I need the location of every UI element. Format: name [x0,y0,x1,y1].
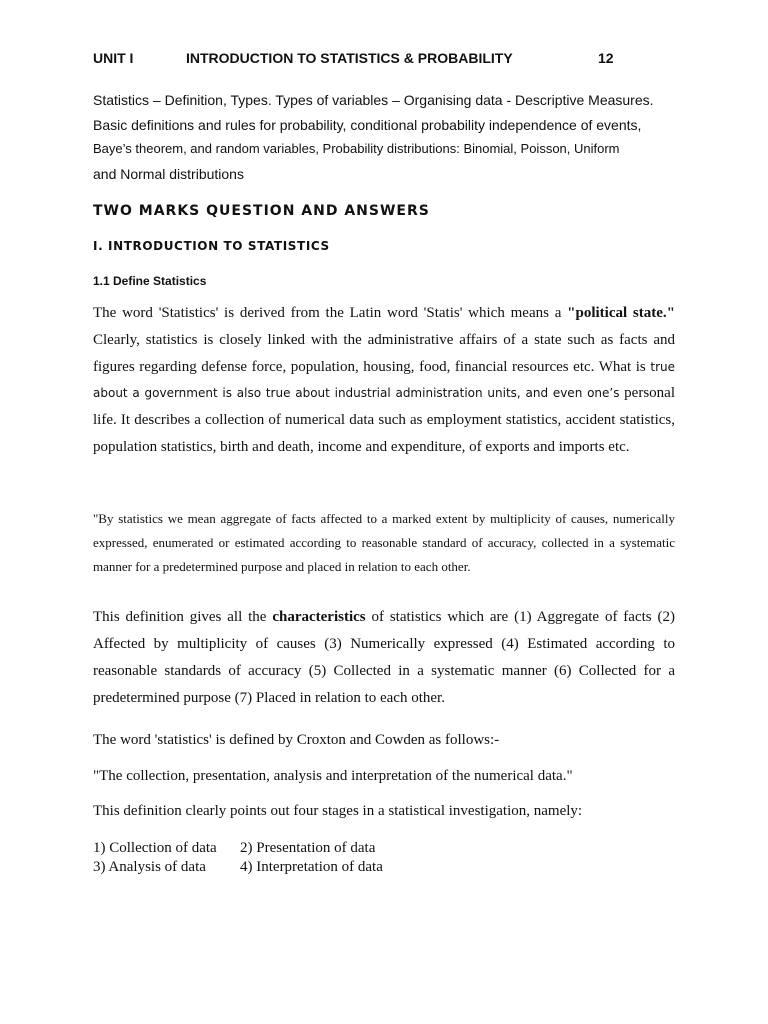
paragraph-text: Clearly, statistics is closely linked with the administrative affairs of a state such as facts and figures regarding defense force, population, housing, food, financial resources etc. What is [93,331,675,375]
paragraph-text: The word 'Statistics' is derived from the Latin word 'Statis' which means a [93,305,568,321]
stage-item: 2) Presentation of data [240,840,376,856]
emphasis-text: characteristics [272,609,366,625]
paragraph-text: of statistics which are (1) Aggregate of facts (2) Affected by multiplicity of causes (3) Numerically expressed (4) Estimated according to reasonable standards of accuracy (5) Collected in a systematic manner (6) Collected for a predetermined purpose (7) Placed in relation to each other. [93,609,675,706]
stage-item: 3) Analysis of data [93,859,206,875]
page-number: 12 [598,50,614,66]
syllabus-line: Basic definitions and rules for probability, conditional probability independence of events, [93,116,642,133]
paragraph-text: personal life. It describes a collection of numerical data such as employment statistics, accident statistics, population statistics, birth and death, income and expenditure, of exports and imports etc. [93,385,675,455]
statistics-origin-paragraph [93,300,675,461]
subsection-title: I. INTRODUCTION TO STATISTICS [93,239,330,253]
unit-title: INTRODUCTION TO STATISTICS & PROBABILITY [186,50,513,66]
definition-quote-paragraph: "By statistics we mean aggregate of facts affected to a marked extent by multiplicity of causes, numerically expressed, enumerated or estimated according to reasonable standard of accuracy, collected in a systematic manner for a predetermined purpose and placed in relation to each other. [93,511,675,574]
stage-item: 4) Interpretation of data [240,859,383,875]
unit-label: UNIT I [93,50,134,66]
syllabus-summary [93,88,683,186]
question-title: 1.1 Define Statistics [93,274,207,288]
characteristics-paragraph [93,604,675,712]
croxton-cowden-line: The word 'statistics' is defined by Croxton and Cowden as follows:- [93,732,500,748]
syllabus-line: and Normal distributions [93,165,244,182]
emphasis-text: "political state." [567,305,675,321]
paragraph-text-alt-font: true about a government is also true about industrial administration units, and even one’s [93,359,675,401]
section-title: TWO MARKS QUESTION AND ANSWERS [93,203,430,219]
syllabus-line: Statistics – Definition, Types. Types of variables – Organising data - Descriptive Measures. [93,92,654,108]
definition-quote-line: "The collection, presentation, analysis and interpretation of the numerical data." [93,768,573,784]
page-header [93,50,683,70]
stages-intro-line: This definition clearly points out four stages in a statistical investigation, namely: [93,803,583,819]
paragraph-text: This definition gives all the [93,609,273,625]
stage-item: 1) Collection of data [93,840,217,856]
syllabus-line: Baye’s theorem, and random variables, Probability distributions: Binomial, Poisson, Uniform [93,141,620,156]
